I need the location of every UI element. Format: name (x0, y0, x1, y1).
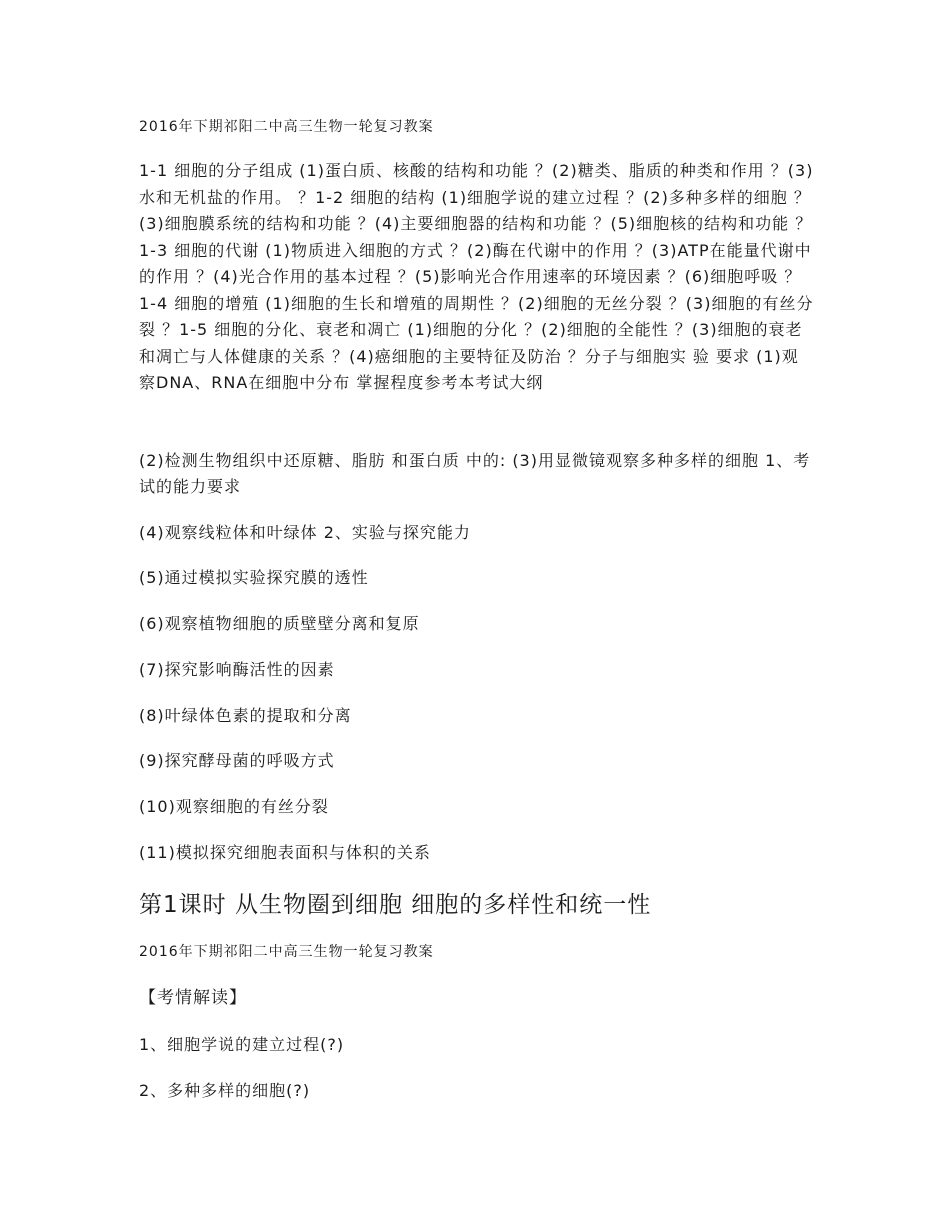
section-item: 1、细胞学说的建立过程(?) (139, 1035, 345, 1054)
syllabus-paragraph: 1-1 细胞的分子组成 (1)蛋白质、核酸的结构和功能 ？(2)糖类、脂质的种类和作用 ？(3)水和无机盐的作用。 ？1-2 细胞的结构 (1)细胞学说的建立过程 ？(2)多种多样的细胞 ？(3)细胞膜系统的结构和功能 ？(4)主要细胞器的结构和功能 ？(5)细胞核的结构和功能 ？1-3 细胞的代谢 (1)物质进入细胞的方式 ？(2)酶在代谢中的作用 ？(3)ATP在能量代谢中的作用 ？(4)光合作用的基本过程 ？(5)影响光合作用速率的环境因素 ？(6)细胞呼吸 ？1-4 细胞的增殖 (1)细胞的生长和增殖的周期性 ？(2)细胞的无丝分裂 ？(3)细胞的有丝分裂 ？1-5 细胞的分化、衰老和凋亡 (1)细胞的分化 ？(2)细胞的全能性 ？(3)细胞的衰老和凋亡与人体健康的关系 ？(4)癌细胞的主要特征及防治 ？分子与细胞实 验 要求 (1)观察DNA、RNA在细胞中分布 掌握程度参考本考试大纲 (139, 161, 814, 392)
experiment-paragraph: (2)检测生物组织中还原糖、脂肪 和蛋白质 中的: (3)用显微镜观察多种多样的细胞 1、考试的能力要求 (139, 451, 811, 496)
experiment-line: (5)通过模拟实验探究膜的透性 (139, 568, 369, 587)
experiment-line: (6)观察植物细胞的质壁壁分离和复原 (139, 614, 420, 633)
section-item: 2、多种多样的细胞(?) (139, 1081, 311, 1100)
section-heading: 【考情解读】 (139, 988, 247, 1008)
document-header: 2016年下期祁阳二中高三生物一轮复习教案 (139, 119, 434, 135)
experiment-line: (7)探究影响酶活性的因素 (139, 660, 335, 679)
experiment-line: (11)模拟探究细胞表面积与体积的关系 (139, 843, 431, 862)
experiment-line: (4)观察线粒体和叶绿体 2、实验与探究能力 (139, 523, 471, 542)
experiment-line: (9)探究酵母菌的呼吸方式 (139, 751, 335, 770)
experiment-line: (10)观察细胞的有丝分裂 (139, 797, 329, 816)
document-header-repeat: 2016年下期祁阳二中高三生物一轮复习教案 (139, 944, 434, 960)
experiment-line: (8)叶绿体色素的提取和分离 (139, 706, 352, 725)
lesson-title: 第1课时 从生物圈到细胞 细胞的多样性和统一性 (139, 892, 652, 918)
